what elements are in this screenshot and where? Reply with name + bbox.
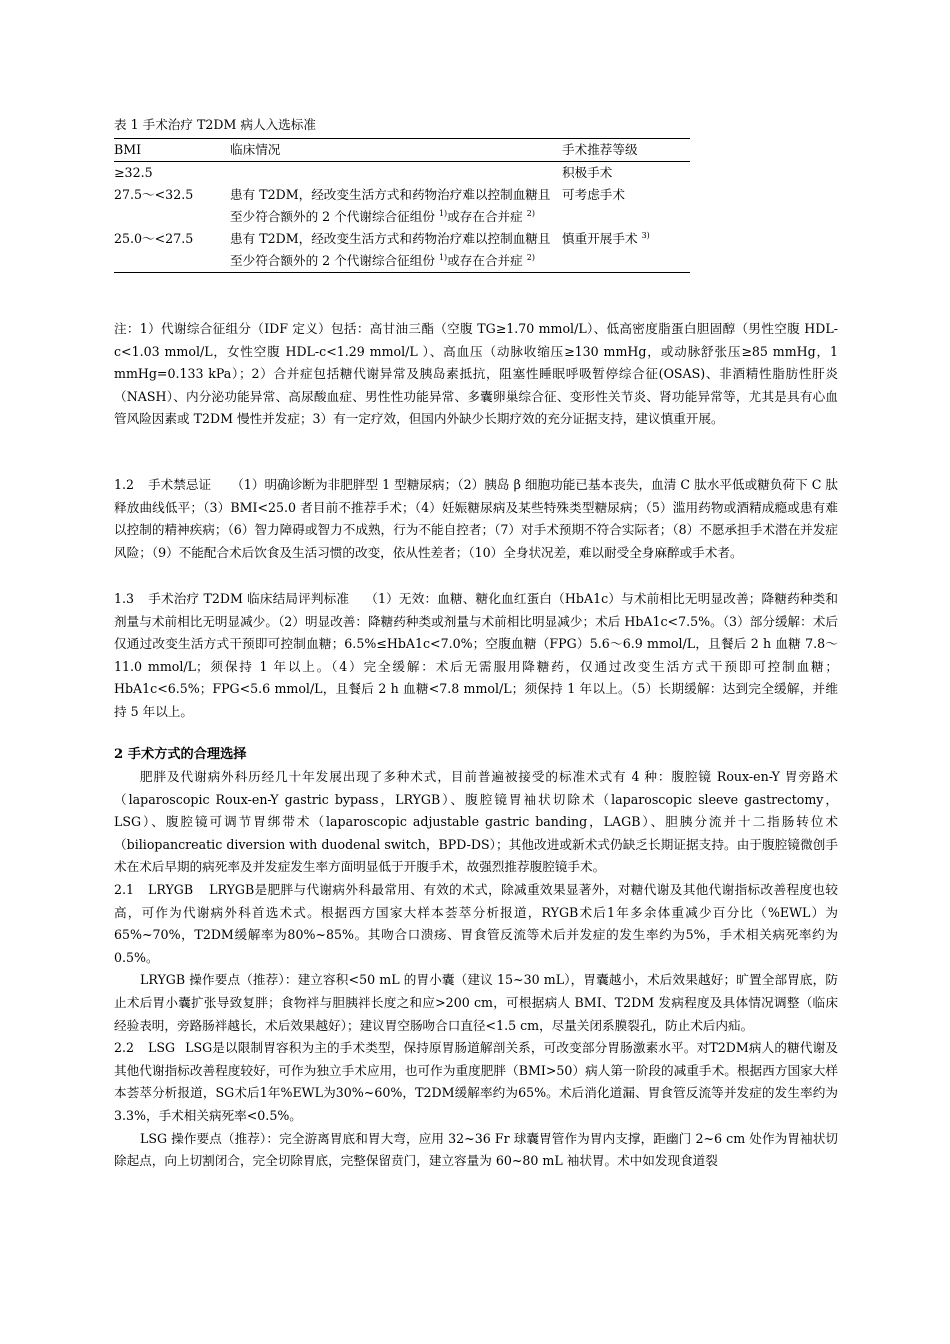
section-text: （1）明确诊断为非肥胖型 1 型糖尿病；（2）胰岛 β 细胞功能已基本丧失，血清 C 肽水平低或糖负荷下 C 肽释放曲线低平；（3）BMI<25.0 者目前不推荐手术；（4）妊娠糖尿病及某些特殊类型糖尿病；（5）滥用药物或酒精成瘾或患有难以控制的精神疾病；（6）智力障碍或智力不成熟，行为不能自控者；（7）对手术预期不符合实际者；（8）不愿承担手术潜在并发症风险；（9）不能配合术后饮食及生活习惯的改变，依从性差者；（10）全身状况差，难以耐受全身麻醉或手术者。 [114, 477, 838, 560]
cell-bmi: 25.0～<27.5 [114, 231, 194, 246]
table-caption: 表 1 手术治疗 T2DM 病人入选标准 [114, 117, 316, 132]
cell-bmi: ≥32.5 [114, 165, 153, 180]
cell-clinical [230, 162, 562, 185]
section-2-1-ops: LRYGB 操作要点（推荐）：建立容积<50 mL 的胃小囊（建议 15~30 mL），胃囊越小，术后效果越好；旷置全部胃底，防止术后胃小囊扩张导致复胖；食物袢与胆胰袢长度之和应>200 cm，可根据病人 BMI、T2DM 发病程度及具体情况调整（临床经验表明，旁路肠袢越长，术后效果越好）；建议胃空肠吻合口直径<1.5 cm，尽量关闭系膜裂孔，防止术后内疝。 [114, 972, 838, 1033]
section-1-3 [114, 588, 838, 724]
section-2-body [114, 766, 838, 1173]
cell-clinical: 患有 T2DM，经改变生活方式和药物治疗难以控制血糖且至少符合额外的 2 个代谢综合征组份 $^{1)}$或存在合并症 $^{2)}$ [230, 187, 551, 224]
table-row [114, 228, 690, 273]
cell-grade: 积极手术 [562, 165, 613, 180]
section-2-2: 2.2 LSG LSG是以限制胃容积为主的手术类型，保持原胃肠道解剖关系，可改变部分胃肠激素水平。对T2DM病人的糖代谢及其他代谢指标改善程度较好，可作为独立手术应用，也可作为重度肥胖（BMI>50）病人第一阶段的减重手术。根据西方国家大样本荟萃分析报道，SG术后1年%EWL为30%~60%，T2DM缓解率约为65%。术后消化道漏、胃食管反流等并发症的发生率约为3.3%，手术相关病死率<0.5%。 [114, 1040, 838, 1123]
header-bmi: BMI [114, 142, 142, 157]
table-footnote: 注：1）代谢综合征组分（IDF 定义）包括：高甘油三酯（空腹 TG≥1.70 mmol/L）、低高密度脂蛋白胆固醇（男性空腹 HDL-c<1.03 mmol/L，女性空腹 HDL-c<1.29 mmol/L ）、高血压（动脉收缩压≥130 mmHg，或动脉舒张压≥85 mmHg，1 mmHg=0.133 kPa）；2）合并症包括糖代谢异常及胰岛素抵抗，阻塞性睡眠呼吸暂停综合征(OSAS)、非酒精性脂肪性肝炎（NASH）、内分泌功能异常、高尿酸血症、男性性功能异常、多囊卵巢综合征、变形性关节炎、肾功能异常等，尤其是具有心血管风险因素或 T2DM 慢性并发症；3）有一定疗效，但国内外缺少长期疗效的充分证据支持，建议慎重开展。 [114, 321, 838, 427]
inclusion-criteria-table [114, 138, 690, 273]
section-1-2 [114, 474, 838, 564]
cell-bmi: 27.5～<32.5 [114, 187, 194, 202]
section-2-1: 2.1 LRYGB LRYGB是肥胖与代谢病外科最常用、有效的术式，除减重效果显著外，对糖代谢及其他代谢指标改善程度也较高，可作为代谢病外科首选术式。根据西方国家大样本荟萃分析报道，RYGB术后1年多余体重减少百分比（%EWL）为65%~70%，T2DM缓解率为80%~85%。其吻合口溃疡、胃食管反流等术后并发症的发生率约为5%，手术相关病死率约为0.5%。 [114, 881, 838, 965]
header-clinical: 临床情况 [230, 142, 281, 157]
table-row [114, 162, 690, 185]
header-grade: 手术推荐等级 [562, 142, 638, 157]
section-title: 手术禁忌证 [148, 477, 212, 492]
table-row [114, 184, 690, 228]
cell-clinical: 患有 T2DM，经改变生活方式和药物治疗难以控制血糖且至少符合额外的 2 个代谢综合征组份 $^{1)}$或存在合并症 $^{2)}$ [230, 231, 551, 268]
section-text: （1）无效：血糖、糖化血红蛋白（HbA1c）与术前相比无明显改善；降糖药种类和剂量与术前相比无明显减少。（2）明显改善：降糖药种类或剂量与术前相比明显减少；术后 HbA1c<7.5%。（3）部分缓解：术后仅通过改变生活方式干预即可控制血糖；6.5%≤HbA1c<7.0%；空腹血糖（FPG）5.6～6.9 mmol/L，且餐后 2 h 血糖 7.8～11.0 mmol/L；须保持 1 年以上。（4）完全缓解：术后无需服用降糖药，仅通过改变生活方式干预即可控制血糖；HbA1c<6.5%；FPG<5.6 mmol/L，且餐后 2 h 血糖<7.8 mmol/L；须保持 1 年以上。（5）长期缓解：达到完全缓解，并维持 5 年以上。 [114, 591, 838, 719]
section-2-intro: 肥胖及代谢病外科历经几十年发展出现了多种术式，目前普遍被接受的标准术式有 4 种：腹腔镜 Roux-en-Y 胃旁路术（laparoscopic Roux-en-Y gastric bypass，LRYGB）、腹腔镜胃袖状切除术（laparoscopic sleeve gastrectomy，LSG）、腹腔镜可调节胃绑带术（laparoscopic adjustable gastric banding，LAGB）、胆胰分流并十二指肠转位术（biliopancreatic diversion with duodenal switch，BPD-DS）；其他改进或新术式仍缺乏长期证据支持。由于腹腔镜微创手术在术后早期的病死率及并发症发生率方面明显低于开腹手术，故强烈推荐腹腔镜手术。 [114, 769, 838, 875]
cell-grade: 可考虑手术 [562, 187, 625, 202]
section-2-heading: 2 手术方式的合理选择 [114, 747, 247, 762]
cell-grade: 慎重开展手术 $^{3)}$ [562, 231, 650, 246]
section-number: 1.3 [114, 591, 135, 606]
section-title: 手术治疗 T2DM 临床结局评判标准 [148, 591, 350, 606]
section-number: 1.2 [114, 477, 135, 492]
section-2-2-ops: LSG 操作要点（推荐）：完全游离胃底和胃大弯，应用 32~36 Fr 球囊胃管作为胃内支撑，距幽门 2~6 cm 处作为胃袖状切除起点，向上切割闭合，完全切除胃底，完整保留贲门，建立容量为 60~80 mL 袖状胃。术中如发现食道裂 [114, 1130, 838, 1169]
table-header-row [114, 139, 690, 162]
